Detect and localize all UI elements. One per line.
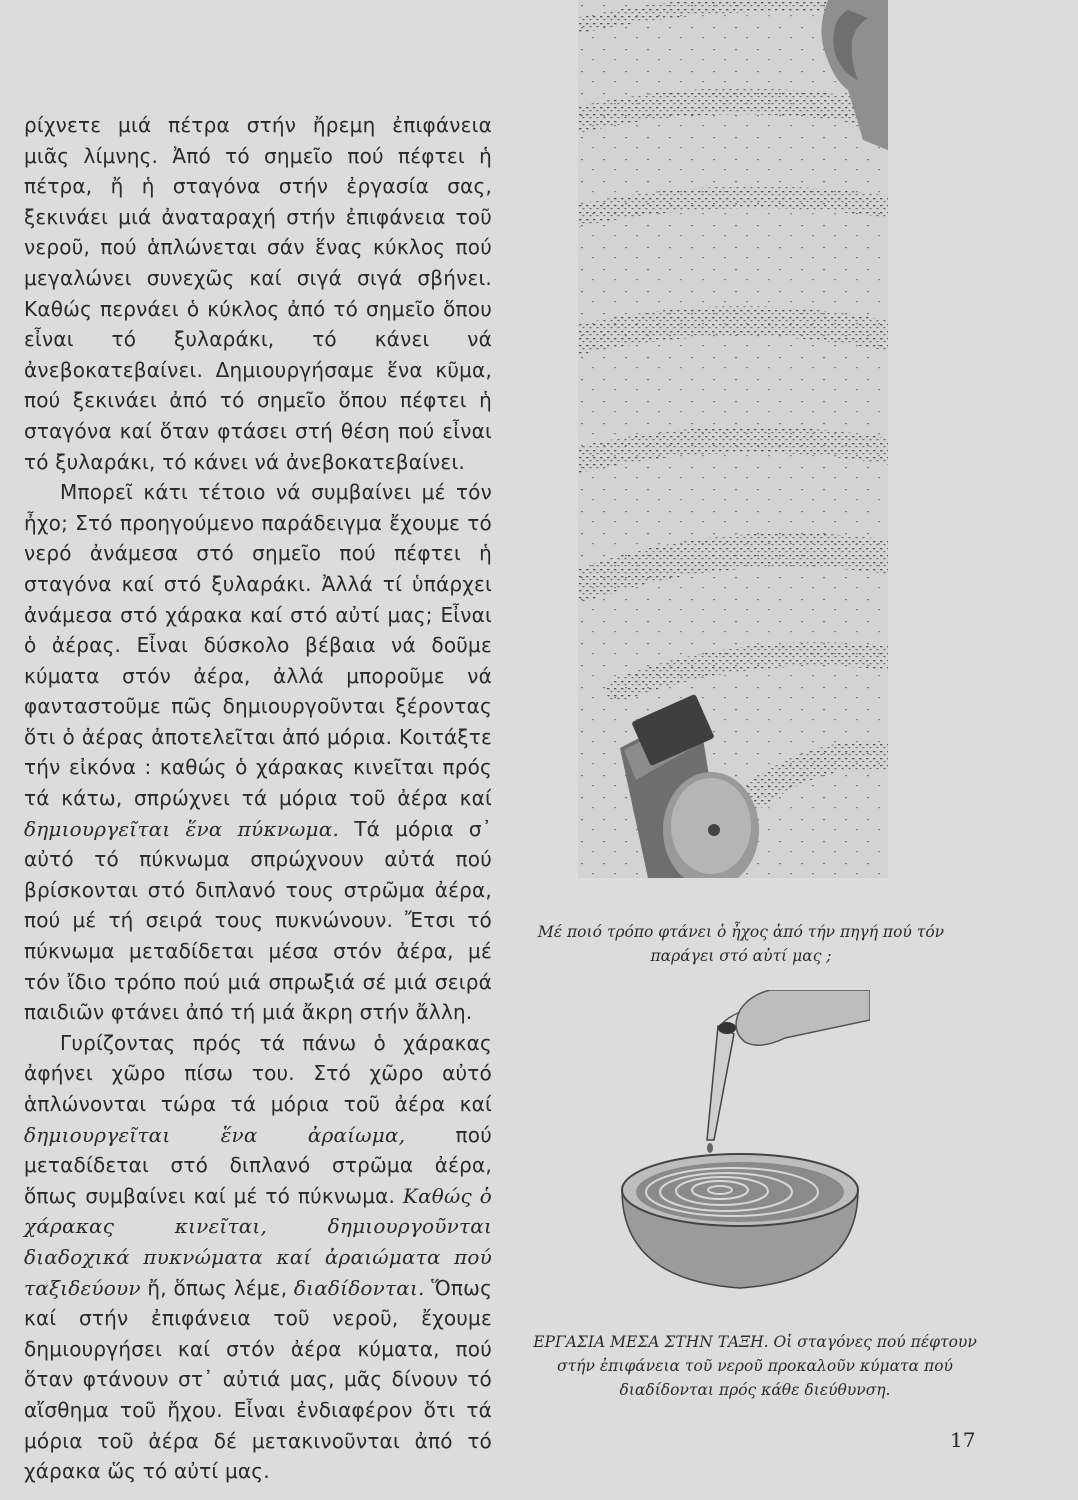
italic-text-run: Καθώς ὁ χάρακας κινεῖται, δημιουργοῦνται διαδοχικά πυκνώματα καί ἀραιώματα πού ταξιδεύουν — [24, 1183, 492, 1300]
hand-icon — [718, 990, 870, 1045]
dropper-bowl-illustration — [610, 990, 870, 1300]
body-paragraph-1 — [24, 110, 492, 477]
italic-text-run: διαδίδονται. — [293, 1275, 425, 1300]
text-run: Γυρίζοντας πρός τά πάνω ὁ χάρακας ἀφήνει χῶρο πίσω του. Στό χῶρο αὐτό ἁπλώνονται τώρα τά μόρια τοῦ ἀέρα καί — [24, 1030, 492, 1116]
text-run: ρίχνετε μιά πέτρα στήν ἤρεμη ἐπιφάνεια μιᾶς λίμνης. Ἀπό τό σημεῖο πού πέφτει ἡ πέτρα, ἤ ἡ σταγόνα στήν ἐργασία σας, ξεκινάει μιά ἀναταραχή στήν ἐπιφάνεια τοῦ νεροῦ, πού ἁπλώνεται σάν ἕνας κύκλος πού μεγαλώνει συνεχῶς καί σιγά σιγά σβήνει. Καθώς περνάει ὁ κύκλος ἀπό τό σημεῖο ὅπου εἶναι τό ξυλαράκι, τό κάνει νά ἀνεβοκατεβαίνει. Δημιουργήσαμε ἕνα κῦμα, πού ξεκινάει ἀπό τό σημεῖο ὅπου πέφτει ἡ σταγόνα καί ὅταν φτάσει στή θέση πού εἶναι τό ξυλαράκι, τό κάνει νά ἀνεβοκατεβαίνει. — [24, 113, 492, 474]
figure-caption-sound-path: Μέ ποιό τρόπο φτάνει ὁ ἦχος ἀπό τήν πηγή πού τόν παράγει στό αὐτί μας ; — [537, 923, 945, 965]
text-run: ἤ, ὅπως λέμε, — [140, 1275, 294, 1300]
text-run: πού μεταδίδεται στό διπλανό στρῶμα ἀέρα, ὅπως συμβαίνει καί μέ τό πύκνωμα. — [24, 1122, 492, 1208]
body-paragraph-3 — [24, 1028, 492, 1487]
body-paragraph-2 — [24, 477, 492, 1028]
page-number: 17 — [950, 1428, 976, 1452]
text-run: Τά μόρια σ᾿ αὐτό τό πύκνωμα σπρώχνουν αὐτά πού βρίσκονται στό διπλανό τους στρῶμα ἀέρα, πού μέ τή σειρά τους πυκνώνουν. Ἔτσι τό πύκνωμα μεταδίδεται μέσα στόν ἀέρα, μέ τόν ἴδιο τρόπο πού μιά σπρωξιά σέ μιά σειρά παιδιῶν φτάνει ἀπό τή μιά ἄκρη στήν ἄλλη. — [24, 816, 492, 1025]
body-text-column — [24, 110, 492, 1487]
sound-wave-illustration — [578, 0, 888, 878]
water-bowl-icon — [622, 1154, 858, 1288]
sound-wave-drawing — [578, 0, 888, 878]
italic-text-run: δημιουργεῖται ἕνα πύκνωμα. — [24, 816, 340, 841]
italic-text-run: δημιουργεῖται ἕνα ἀραίωμα, — [24, 1122, 406, 1147]
text-run: Μπορεῖ κάτι τέτοιο νά συμβαίνει μέ τόν ἦχο; Στό προηγούμενο παράδειγμα ἔχουμε τό νερό ἀνάμεσα στό σημεῖο πού πέφτει ἡ σταγόνα καί στό ξυλαράκι. Ἀλλά τί ὑπάρχει ἀνάμεσα στό χάρακα καί στό αὐτί μας; Εἶναι ὁ ἀέρας. Εἶναι δύσκολο βέβαια νά δοῦμε κύματα στόν ἀέρα, ἀλλά μποροῦμε νά φανταστοῦμε πῶς δημιουργοῦνται ξέροντας ὅτι ὁ ἀέρας ἀποτελεῖται ἀπό μόρια. Κοιτάξτε τήν εἰκόνα : καθώς ὁ χάρακας κινεῖται πρός τά κάτω, σπρώχνει τά μόρια τοῦ ἀέρα καί — [24, 480, 492, 811]
dropper-icon — [707, 1022, 736, 1153]
figure-caption-classroom-activity: ΕΡΓΑΣΙΑ ΜΕΣΑ ΣΤΗΝ ΤΑΞΗ. Οἱ σταγόνες πού πέφτουν στήν ἐπιφάνεια τοῦ νεροῦ προκαλοῦν κύματα πού διαδίδονται πρός κάθε διεύθυνση. — [533, 1333, 977, 1399]
text-run: Ὅπως καί στήν ἐπιφάνεια τοῦ νεροῦ, ἔχουμε δημιουργήσει καί στόν ἀέρα κύματα, πού ὅταν φτάνουν στ᾿ αὐτιά μας, μᾶς δίνουν τό αἴσθημα τοῦ ἤχου. Εἶναι ἐνδιαφέρον ὅτι τά μόρια τοῦ ἀέρα δέ μετακινοῦνται ἀπό τό χάρακα ὥς τό αὐτί μας. — [24, 1275, 493, 1484]
dropper-bowl-drawing — [610, 990, 870, 1300]
